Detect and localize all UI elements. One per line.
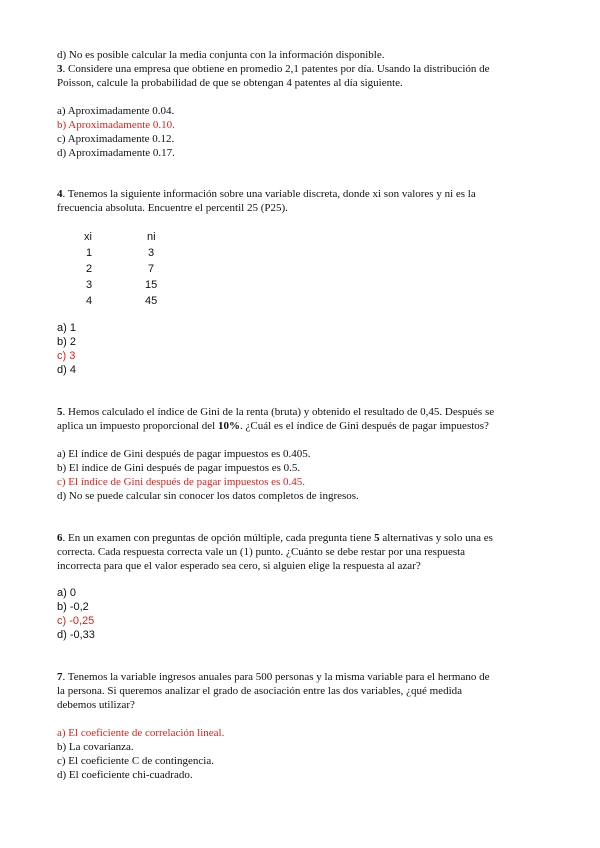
- q6-option-d: d) -0,33: [57, 629, 95, 641]
- q6-option-c: c) -0,25: [57, 615, 95, 627]
- table-cell: 45: [145, 295, 158, 307]
- q6-option-b: b) -0,2: [57, 601, 89, 613]
- q7-option-d: d) El coeficiente chi-cuadrado.: [57, 769, 193, 781]
- q7-number: 7: [57, 671, 63, 683]
- table-cell: 1: [86, 247, 93, 259]
- q6-option-a: a) 0: [57, 587, 76, 599]
- q6-text-line2: correcta. Cada respuesta correcta vale un (1) punto. ¿Cuánto se debe restar por una respuesta: [57, 546, 466, 558]
- q7-text-line1: 7. Tenemos la variable ingresos anuales para 500 personas y la misma variable para el hermano de: [57, 671, 490, 683]
- q3-text-line2: Poisson, calcule la probabilidad de que se obtengan 4 patentes al día siguiente.: [57, 77, 403, 89]
- q5-text-line1: 5. Hemos calculado el índice de Gini de la renta (bruta) y obtenido el resultado de 0,45. Después se: [57, 406, 495, 418]
- q5-option-a: a) El índice de Gini después de pagar impuestos es 0.405.: [57, 448, 311, 460]
- table-cell: 15: [145, 279, 158, 291]
- q7-text-line2: la persona. Si queremos analizar el grado de asociación entre las dos variables, ¿qué medida: [57, 685, 463, 697]
- table-cell: 4: [86, 295, 93, 307]
- q7-option-a-correct: a) El coeficiente de correlación lineal.: [57, 727, 225, 739]
- q4-text-line1: 4. Tenemos la siguiente información sobre una variable discreta, donde xi son valores y ni es la: [57, 188, 476, 200]
- q3-text-line1: 3. Considere una empresa que obtiene en promedio 2,1 patentes por día. Usando la distribución de: [57, 63, 490, 75]
- q5-option-b: b) El índice de Gini después de pagar impuestos es 0.5.: [57, 462, 301, 474]
- q3-option-b-correct: b) Aproximadamente 0.10.: [57, 119, 175, 131]
- q4-option-c: c) 3: [57, 350, 76, 362]
- table-header-ni: ni: [147, 231, 156, 243]
- q5-option-c-correct: c) El índice de Gini después de pagar impuestos es 0.45.: [57, 476, 306, 488]
- q4-option-d: d) 4: [57, 364, 76, 376]
- q6-text-line1: 6. En un examen con preguntas de opción múltiple, cada pregunta tiene 5 alternativas y solo una es: [57, 532, 493, 544]
- q7-text-line3: debemos utilizar?: [57, 699, 135, 711]
- table-cell: 2: [86, 263, 93, 275]
- q3-option-d: d) Aproximadamente 0.17.: [57, 147, 175, 159]
- table-cell: 3: [148, 247, 155, 259]
- q3-number: 3: [57, 63, 63, 75]
- q4-text-line2: frecuencia absoluta. Encuentre el percentil 25 (P25).: [57, 202, 288, 214]
- q5-text-line2: aplica un impuesto proporcional del 10%. ¿Cuál es el índice de Gini después de pagar impuestos?: [57, 420, 489, 432]
- q6-text-line3: incorrecta para que el valor esperado sea cero, si alguien elige la respuesta al azar?: [57, 560, 421, 572]
- q4-number: 4: [57, 188, 63, 200]
- q3-option-a: a) Aproximadamente 0.04.: [57, 105, 175, 117]
- q7-option-b: b) La covarianza.: [57, 741, 134, 753]
- q5-number: 5: [57, 406, 63, 418]
- q3-option-c: c) Aproximadamente 0.12.: [57, 133, 175, 145]
- q4-option-b: b) 2: [57, 336, 76, 348]
- table-cell: 3: [86, 279, 93, 291]
- table-header-xi: xi: [84, 231, 92, 243]
- q6-number: 6: [57, 532, 63, 544]
- q5-option-d: d) No se puede calcular sin conocer los datos completos de ingresos.: [57, 490, 359, 502]
- q4-option-a: a) 1: [57, 322, 76, 334]
- q2-option-d: d) No es posible calcular la media conjunta con la información disponible.: [57, 49, 385, 61]
- q7-option-c: c) El coeficiente C de contingencia.: [57, 755, 214, 767]
- table-cell: 7: [148, 263, 155, 275]
